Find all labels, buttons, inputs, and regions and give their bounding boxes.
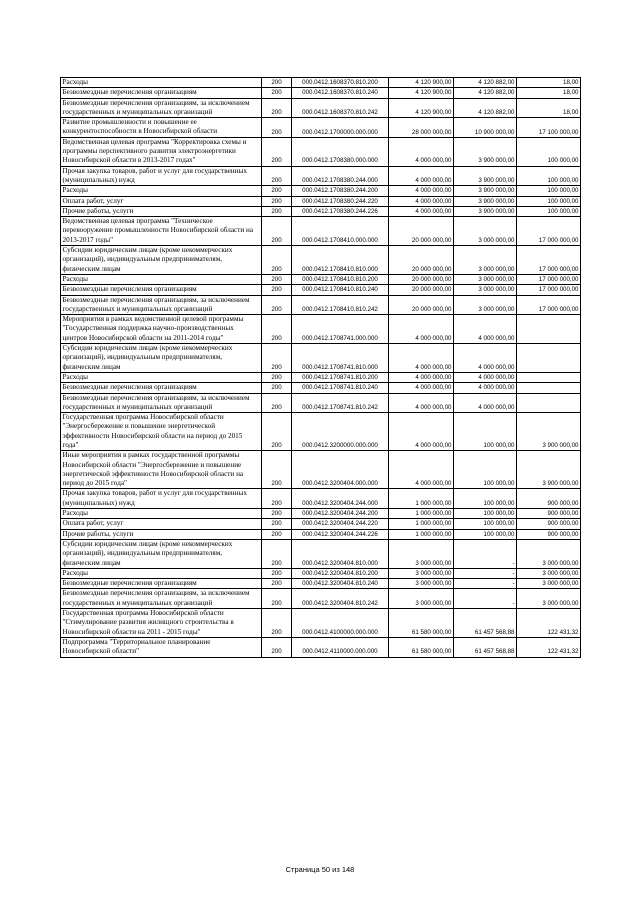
cell-name: Ведомственная целевая программа "Корректировка схемы и программы перспективного развития электроэнергетики Новосибирской области в 2013-2017 годах" [61, 137, 262, 166]
table-row [61, 519, 581, 529]
table-row [61, 196, 581, 206]
cell-approved: 4 120 900,00 [389, 78, 454, 88]
cell-executed: 3 000 000,00 [454, 295, 517, 315]
cell-unexecuted: 17 000 000,00 [517, 274, 581, 284]
cell-unexecuted [517, 344, 581, 373]
cell-name: Иные мероприятия в рамках государственной программы Новосибирской области "Энергосбережение и повышение энергетической эффективности Новосибирской области на период до 2015 года" [61, 451, 262, 489]
cell-name: Субсидии юридическим лицам (кроме некоммерческих организаций), индивидуальным предпринимателям, физическим лицам [61, 539, 262, 568]
table-row [61, 118, 581, 138]
cell-unexecuted: 17 000 000,00 [517, 217, 581, 246]
cell-name: Прочая закупка товаров, работ и услуг для государственных (муниципальных) нужд [61, 489, 262, 509]
cell-approved: 3 000 000,00 [389, 589, 454, 609]
cell-approved: 4 000 000,00 [389, 166, 454, 186]
cell-executed: 4 120 882,00 [454, 88, 517, 98]
cell-approved: 61 580 000,00 [389, 609, 454, 638]
cell-budget-code: 000.0412.1708380.244.226 [292, 206, 389, 216]
table-row [61, 489, 581, 509]
cell-unexecuted: 18,00 [517, 98, 581, 118]
cell-budget-code: 000.0412.1708741.810.242 [292, 393, 389, 413]
cell-name: Субсидии юридическим лицам (кроме некоммерческих организаций), индивидуальным предпринимателям, физическим лицам [61, 246, 262, 275]
cell-budget-code: 000.0412.1708410.810.242 [292, 295, 389, 315]
cell-executed: 3 000 000,00 [454, 285, 517, 295]
cell-budget-code: 000.0412.3200404.244.220 [292, 519, 389, 529]
cell-executed: 10 900 000,00 [454, 118, 517, 138]
cell-name: Оплата работ, услуг [61, 519, 262, 529]
cell-budget-code: 000.0412.3200404.810.242 [292, 589, 389, 609]
cell-approved: 20 000 000,00 [389, 217, 454, 246]
cell-unexecuted: 900 000,00 [517, 489, 581, 509]
table-row [61, 383, 581, 393]
cell-unexecuted: 900 000,00 [517, 529, 581, 539]
cell-budget-code: 000.0412.1708741.000.000 [292, 315, 389, 344]
cell-approved: 61 580 000,00 [389, 637, 454, 657]
cell-ved-code: 200 [262, 393, 292, 413]
cell-name: Безвозмездные перечисления организациям, за исключением государственных и муниципальных организаций [61, 589, 262, 609]
table-row [61, 285, 581, 295]
table-row [61, 568, 581, 578]
cell-budget-code: 000.0412.3200404.810.240 [292, 579, 389, 589]
cell-budget-code: 000.0412.1708741.810.240 [292, 383, 389, 393]
cell-approved: 3 000 000,00 [389, 568, 454, 578]
cell-name: Развитие промышленности и повышение ее конкурентоспособности в Новосибирской области [61, 118, 262, 138]
cell-name: Субсидии юридическим лицам (кроме некоммерческих организаций), индивидуальным предпринимателям, физическим лицам [61, 344, 262, 373]
cell-name: Безвозмездные перечисления организациям, за исключением государственных и муниципальных организаций [61, 393, 262, 413]
cell-approved: 20 000 000,00 [389, 246, 454, 275]
cell-name: Расходы [61, 274, 262, 284]
cell-ved-code: 200 [262, 451, 292, 489]
cell-name: Мероприятия в рамках ведомственной целевой программы "Государственная поддержка научно-производственных центров Новосибирской области на 2011-2014 годы" [61, 315, 262, 344]
cell-name: Ведомственная целевая программа "Техническое перевооружение промышленности Новосибирской области на 2013-2017 годы" [61, 217, 262, 246]
cell-unexecuted: 18,00 [517, 88, 581, 98]
cell-executed: 4 000 000,00 [454, 383, 517, 393]
cell-approved: 28 000 000,00 [389, 118, 454, 138]
cell-ved-code: 200 [262, 274, 292, 284]
cell-approved: 4 000 000,00 [389, 137, 454, 166]
cell-approved: 3 000 000,00 [389, 539, 454, 568]
cell-budget-code: 000.0412.1708410.810.000 [292, 246, 389, 275]
cell-unexecuted: 18,00 [517, 78, 581, 88]
cell-executed: 3 900 000,00 [454, 166, 517, 186]
cell-ved-code: 200 [262, 568, 292, 578]
cell-ved-code: 200 [262, 295, 292, 315]
cell-executed: 100 000,00 [454, 509, 517, 519]
cell-unexecuted: 3 000 000,00 [517, 589, 581, 609]
cell-name: Безвозмездные перечисления организациям [61, 88, 262, 98]
cell-name: Расходы [61, 372, 262, 382]
cell-approved: 20 000 000,00 [389, 295, 454, 315]
table-row [61, 217, 581, 246]
cell-name: Оплата работ, услуг [61, 196, 262, 206]
cell-unexecuted: 122 431,32 [517, 609, 581, 638]
cell-name: Безвозмездные перечисления организациям, за исключением государственных и муниципальных организаций [61, 295, 262, 315]
table-row [61, 509, 581, 519]
cell-executed: 61 457 568,88 [454, 609, 517, 638]
cell-ved-code: 200 [262, 315, 292, 344]
table-row [61, 206, 581, 216]
cell-ved-code: 200 [262, 637, 292, 657]
cell-executed: 100 000,00 [454, 451, 517, 489]
cell-name: Безвозмездные перечисления организациям [61, 285, 262, 295]
cell-budget-code: 000.0412.3200404.000.000 [292, 451, 389, 489]
cell-executed: 100 000,00 [454, 489, 517, 509]
table-row [61, 393, 581, 413]
cell-name: Прочая закупка товаров, работ и услуг для государственных (муниципальных) нужд [61, 166, 262, 186]
table-row [61, 137, 581, 166]
cell-name: Расходы [61, 78, 262, 88]
cell-unexecuted: 3 900 000,00 [517, 413, 581, 451]
cell-budget-code: 000.0412.1708410.000.000 [292, 217, 389, 246]
cell-approved: 3 000 000,00 [389, 579, 454, 589]
cell-ved-code: 200 [262, 88, 292, 98]
cell-unexecuted [517, 372, 581, 382]
cell-unexecuted: 100 000,00 [517, 166, 581, 186]
table-row [61, 637, 581, 657]
cell-executed: 4 000 000,00 [454, 344, 517, 373]
table-row [61, 451, 581, 489]
cell-budget-code: 000.0412.3200404.810.000 [292, 539, 389, 568]
cell-executed: - [454, 589, 517, 609]
cell-unexecuted [517, 383, 581, 393]
cell-approved: 1 000 000,00 [389, 529, 454, 539]
cell-ved-code: 200 [262, 579, 292, 589]
table-row [61, 539, 581, 568]
cell-ved-code: 200 [262, 285, 292, 295]
cell-approved: 4 120 900,00 [389, 98, 454, 118]
cell-approved: 4 120 900,00 [389, 88, 454, 98]
cell-ved-code: 200 [262, 372, 292, 382]
cell-budget-code: 000.0412.3200404.244.000 [292, 489, 389, 509]
table-row [61, 344, 581, 373]
table-row [61, 88, 581, 98]
cell-approved: 20 000 000,00 [389, 274, 454, 284]
cell-executed: 4 120 882,00 [454, 98, 517, 118]
table-row [61, 372, 581, 382]
cell-ved-code: 200 [262, 519, 292, 529]
cell-budget-code: 000.0412.1708410.810.240 [292, 285, 389, 295]
cell-executed: 4 000 000,00 [454, 372, 517, 382]
cell-executed: 61 457 568,88 [454, 637, 517, 657]
cell-executed: 100 000,00 [454, 529, 517, 539]
budget-execution-table [60, 77, 581, 658]
cell-budget-code: 000.0412.1708380.244.220 [292, 196, 389, 206]
table-row [61, 98, 581, 118]
cell-unexecuted: 17 100 000,00 [517, 118, 581, 138]
cell-budget-code: 000.0412.1708741.810.000 [292, 344, 389, 373]
cell-unexecuted: 17 000 000,00 [517, 295, 581, 315]
cell-approved: 4 000 000,00 [389, 315, 454, 344]
cell-unexecuted: 900 000,00 [517, 509, 581, 519]
cell-budget-code: 000.0412.4110000.000.000 [292, 637, 389, 657]
cell-executed: 4 120 882,00 [454, 78, 517, 88]
cell-name: Расходы [61, 568, 262, 578]
cell-unexecuted: 122 431,32 [517, 637, 581, 657]
cell-executed: - [454, 539, 517, 568]
cell-unexecuted: 3 000 000,00 [517, 579, 581, 589]
cell-approved: 4 000 000,00 [389, 372, 454, 382]
cell-approved: 1 000 000,00 [389, 509, 454, 519]
cell-ved-code: 200 [262, 166, 292, 186]
cell-executed: 3 900 000,00 [454, 196, 517, 206]
cell-budget-code: 000.0412.3200000.000.000 [292, 413, 389, 451]
cell-name: Безвозмездные перечисления организациям [61, 579, 262, 589]
table-row [61, 529, 581, 539]
cell-name: Прочие работы, услуги [61, 206, 262, 216]
cell-unexecuted: 3 000 000,00 [517, 539, 581, 568]
cell-name: Расходы [61, 186, 262, 196]
cell-unexecuted: 3 900 000,00 [517, 451, 581, 489]
cell-ved-code: 200 [262, 489, 292, 509]
cell-budget-code: 000.0412.1700000.000.000 [292, 118, 389, 138]
cell-approved: 4 000 000,00 [389, 196, 454, 206]
cell-ved-code: 200 [262, 609, 292, 638]
cell-executed: 3 900 000,00 [454, 137, 517, 166]
cell-name: Безвозмездные перечисления организациям [61, 383, 262, 393]
table-row [61, 274, 581, 284]
cell-unexecuted: 100 000,00 [517, 206, 581, 216]
table-row [61, 589, 581, 609]
cell-executed: 3 000 000,00 [454, 274, 517, 284]
cell-budget-code: 000.0412.1708380.244.000 [292, 166, 389, 186]
table-row [61, 579, 581, 589]
cell-ved-code: 200 [262, 98, 292, 118]
cell-ved-code: 200 [262, 509, 292, 519]
cell-executed: 4 000 000,00 [454, 315, 517, 344]
cell-approved: 4 000 000,00 [389, 206, 454, 216]
table-row [61, 315, 581, 344]
cell-name: Расходы [61, 509, 262, 519]
cell-approved: 20 000 000,00 [389, 285, 454, 295]
cell-budget-code: 000.0412.4100000.000.000 [292, 609, 389, 638]
cell-unexecuted: 100 000,00 [517, 196, 581, 206]
cell-ved-code: 200 [262, 246, 292, 275]
table-row [61, 246, 581, 275]
cell-name: Подпрограмма "Территориальное планирование Новосибирской области" [61, 637, 262, 657]
cell-ved-code: 200 [262, 196, 292, 206]
cell-budget-code: 000.0412.1708410.810.200 [292, 274, 389, 284]
cell-unexecuted: 17 000 000,00 [517, 246, 581, 275]
cell-budget-code: 000.0412.1608370.810.200 [292, 78, 389, 88]
cell-approved: 4 000 000,00 [389, 344, 454, 373]
cell-budget-code: 000.0412.3200404.244.200 [292, 509, 389, 519]
cell-name: Безвозмездные перечисления организациям, за исключением государственных и муниципальных организаций [61, 98, 262, 118]
cell-executed: 3 900 000,00 [454, 206, 517, 216]
cell-ved-code: 200 [262, 413, 292, 451]
cell-ved-code: 200 [262, 186, 292, 196]
cell-budget-code: 000.0412.1708741.810.200 [292, 372, 389, 382]
cell-ved-code: 200 [262, 344, 292, 373]
cell-unexecuted: 100 000,00 [517, 137, 581, 166]
cell-ved-code: 200 [262, 529, 292, 539]
cell-budget-code: 000.0412.3200404.810.200 [292, 568, 389, 578]
cell-executed: 4 000 000,00 [454, 393, 517, 413]
table-body [61, 78, 581, 658]
cell-approved: 4 000 000,00 [389, 413, 454, 451]
cell-unexecuted: 17 000 000,00 [517, 285, 581, 295]
table-row [61, 413, 581, 451]
cell-budget-code: 000.0412.1608370.810.240 [292, 88, 389, 98]
table-row [61, 609, 581, 638]
page-footer: Страница 50 из 148 [285, 865, 355, 874]
cell-ved-code: 200 [262, 217, 292, 246]
cell-ved-code: 200 [262, 137, 292, 166]
cell-executed: 100 000,00 [454, 413, 517, 451]
cell-ved-code: 200 [262, 78, 292, 88]
cell-executed: 3 000 000,00 [454, 246, 517, 275]
cell-executed: 100 000,00 [454, 519, 517, 529]
table-row [61, 166, 581, 186]
cell-unexecuted [517, 393, 581, 413]
cell-executed: 3 900 000,00 [454, 186, 517, 196]
cell-ved-code: 200 [262, 206, 292, 216]
cell-unexecuted: 3 000 000,00 [517, 568, 581, 578]
table-row [61, 78, 581, 88]
cell-approved: 1 000 000,00 [389, 489, 454, 509]
cell-budget-code: 000.0412.1708380.244.200 [292, 186, 389, 196]
cell-executed: - [454, 568, 517, 578]
cell-name: Государственная программа Новосибирской области "Энергосбережение и повышение энергетической эффективности Новосибирской области на период до 2015 года" [61, 413, 262, 451]
cell-approved: 4 000 000,00 [389, 383, 454, 393]
cell-executed: - [454, 579, 517, 589]
table-row [61, 295, 581, 315]
cell-ved-code: 200 [262, 383, 292, 393]
cell-approved: 4 000 000,00 [389, 393, 454, 413]
cell-executed: 3 000 000,00 [454, 217, 517, 246]
cell-ved-code: 200 [262, 539, 292, 568]
cell-ved-code: 200 [262, 118, 292, 138]
cell-ved-code: 200 [262, 589, 292, 609]
table-row [61, 186, 581, 196]
cell-unexecuted: 100 000,00 [517, 186, 581, 196]
cell-budget-code: 000.0412.1708380.000.000 [292, 137, 389, 166]
cell-unexecuted: 900 000,00 [517, 519, 581, 529]
cell-approved: 1 000 000,00 [389, 519, 454, 529]
cell-budget-code: 000.0412.3200404.244.226 [292, 529, 389, 539]
cell-budget-code: 000.0412.1608370.810.242 [292, 98, 389, 118]
cell-unexecuted [517, 315, 581, 344]
cell-name: Прочие работы, услуги [61, 529, 262, 539]
cell-approved: 4 000 000,00 [389, 451, 454, 489]
cell-approved: 4 000 000,00 [389, 186, 454, 196]
cell-name: Государственная программа Новосибирской области "Стимулирование развития жилищного строительства в Новосибирской области на 2011 - 2015 годы" [61, 609, 262, 638]
